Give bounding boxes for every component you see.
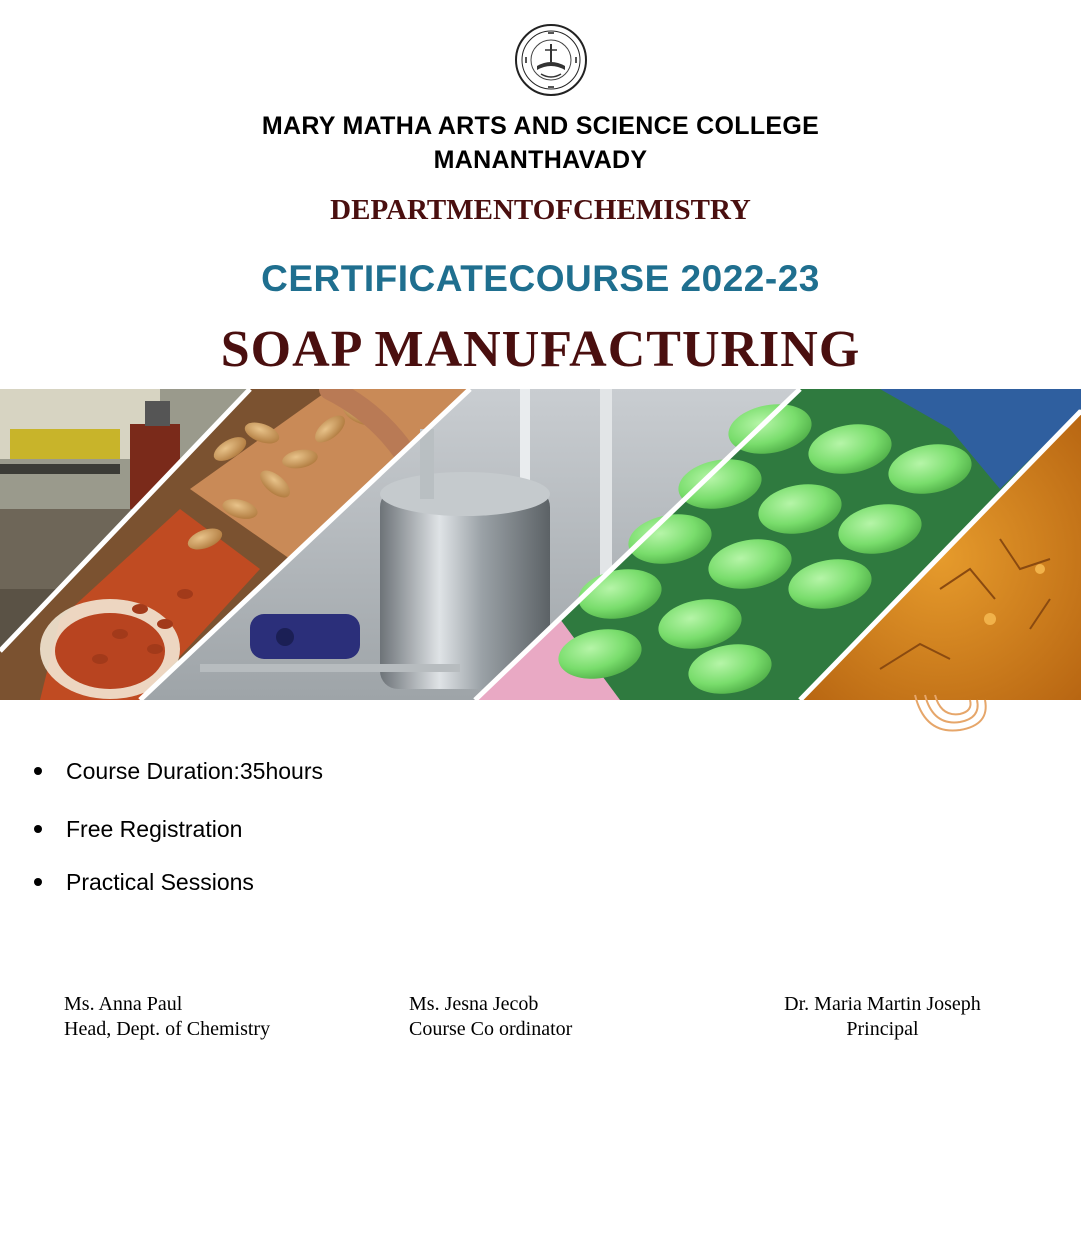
highlight-duration: Course Duration:35hours — [30, 758, 323, 785]
course-title: SOAP MANUFACTURING — [220, 321, 861, 378]
college-location: MANANTHAVADY — [433, 146, 648, 174]
college-seal-icon — [513, 22, 589, 98]
department-name: DEPARTMENTOFCHEMISTRY — [330, 194, 751, 226]
signatory-coordinator — [409, 992, 572, 1042]
signatory-principal — [760, 992, 1005, 1042]
bullet-icon — [34, 825, 42, 833]
bullet-icon — [34, 767, 42, 775]
course-type: CERTIFICATECOURSE 2022-23 — [261, 258, 820, 299]
highlight-practical: Practical Sessions — [30, 869, 254, 896]
banner-collage — [0, 389, 1081, 700]
signatory-role: Course Co ordinator — [409, 1018, 573, 1040]
signatory-name: Dr. Maria Martin Joseph — [784, 993, 981, 1015]
signatory-role: Head, Dept. of Chemistry — [64, 1018, 271, 1040]
college-name: MARY MATHA ARTS AND SCIENCE COLLEGE — [261, 112, 820, 140]
highlight-registration: Free Registration — [30, 816, 242, 843]
signatory-name: Ms. Anna Paul — [64, 993, 183, 1015]
signatory-head — [64, 992, 270, 1042]
bullet-icon — [34, 878, 42, 886]
decorative-swirl-icon — [905, 690, 995, 740]
signatory-name: Ms. Jesna Jecob — [409, 993, 539, 1015]
signatory-role: Principal — [846, 1018, 919, 1040]
